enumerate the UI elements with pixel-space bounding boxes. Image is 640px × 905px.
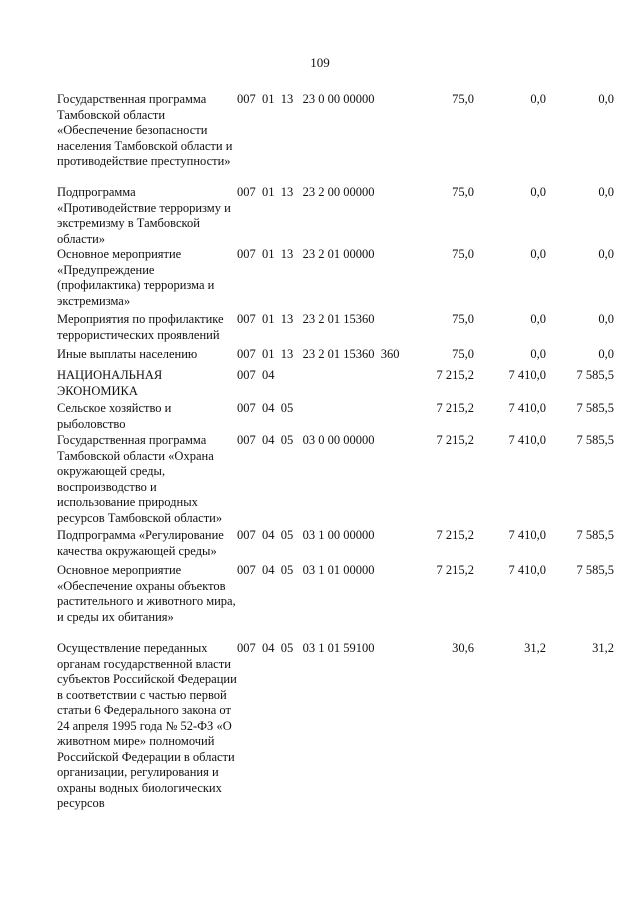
value-col-1: 30,6 [452, 641, 474, 655]
row-name: Подпрограмма «Регулирование качества окружающей среды» [57, 528, 224, 558]
value-col-2: 0,0 [530, 347, 546, 361]
value-col-3: 31,2 [592, 641, 614, 655]
value-col-3: 0,0 [598, 247, 614, 261]
row-name: Мероприятия по профилактике террористических проявлений [57, 312, 224, 342]
row-code: 007 01 13 23 2 00 00000 [237, 185, 375, 199]
value-col-3: 7 585,5 [576, 433, 614, 447]
value-col-2: 0,0 [530, 185, 546, 199]
value-col-3: 7 585,5 [576, 401, 614, 415]
value-col-1: 75,0 [452, 185, 474, 199]
value-col-1: 75,0 [452, 312, 474, 326]
row-code: 007 04 05 03 1 00 00000 [237, 528, 375, 542]
value-col-3: 0,0 [598, 185, 614, 199]
row-code: 007 04 [237, 368, 275, 382]
value-col-2: 7 410,0 [508, 563, 546, 577]
row-name: Основное мероприятие «Обеспечение охраны объектов растительного и животного мира, и среды их обитания» [57, 563, 236, 624]
row-code: 007 01 13 23 0 00 00000 [237, 92, 375, 106]
row-code: 007 04 05 03 1 01 59100 [237, 641, 375, 655]
value-col-2: 7 410,0 [508, 528, 546, 542]
row-code: 007 04 05 03 0 00 00000 [237, 433, 375, 447]
value-col-3: 7 585,5 [576, 368, 614, 382]
row-name: Подпрограмма «Противодействие терроризму и экстремизму в Тамбовской области» [57, 185, 231, 246]
value-col-2: 31,2 [524, 641, 546, 655]
value-col-1: 75,0 [452, 92, 474, 106]
row-code: 007 04 05 [237, 401, 294, 415]
value-col-2: 0,0 [530, 247, 546, 261]
value-col-3: 0,0 [598, 312, 614, 326]
row-name: Иные выплаты населению [57, 347, 198, 361]
value-col-1: 75,0 [452, 347, 474, 361]
value-col-2: 7 410,0 [508, 368, 546, 382]
value-col-3: 7 585,5 [576, 528, 614, 542]
row-code: 007 04 05 03 1 01 00000 [237, 563, 375, 577]
row-code: 007 01 13 23 2 01 00000 [237, 247, 375, 261]
row-name: Сельское хозяйство и рыболовство [57, 401, 172, 431]
row-name: Осуществление переданных органам государственной власти субъектов Российской Федерации в соответствии с частью первой статьи 6 Федерального закона от 24 апреля 1995 года № 52-ФЗ «О животном мире» полномочий Российской Федерации в области организации, регулирования и охраны водных биологических ресурсов [57, 641, 237, 810]
value-col-3: 0,0 [598, 92, 614, 106]
page-number: 109 [310, 55, 330, 70]
row-name: Государственная программа Тамбовской области «Охрана окружающей среды, воспроизводство и использование природных ресурсов Тамбовской области» [57, 433, 223, 525]
value-col-1: 7 215,2 [436, 401, 474, 415]
value-col-1: 75,0 [452, 247, 474, 261]
value-col-3: 0,0 [598, 347, 614, 361]
row-name: Основное мероприятие «Предупреждение (профилактика) терроризма и экстремизма» [57, 247, 215, 308]
value-col-2: 0,0 [530, 312, 546, 326]
row-name: Государственная программа Тамбовской области «Обеспечение безопасности населения Тамбовской области и противодействие преступности» [57, 92, 233, 168]
row-name: НАЦИОНАЛЬНАЯ ЭКОНОМИКА [57, 368, 163, 398]
row-code: 007 01 13 23 2 01 15360 [237, 312, 375, 326]
value-col-1: 7 215,2 [436, 563, 474, 577]
value-col-2: 0,0 [530, 92, 546, 106]
value-col-1: 7 215,2 [436, 528, 474, 542]
row-code: 007 01 13 23 2 01 15360 360 [237, 347, 400, 361]
value-col-3: 7 585,5 [576, 563, 614, 577]
value-col-2: 7 410,0 [508, 433, 546, 447]
value-col-2: 7 410,0 [508, 401, 546, 415]
value-col-1: 7 215,2 [436, 433, 474, 447]
value-col-1: 7 215,2 [436, 368, 474, 382]
